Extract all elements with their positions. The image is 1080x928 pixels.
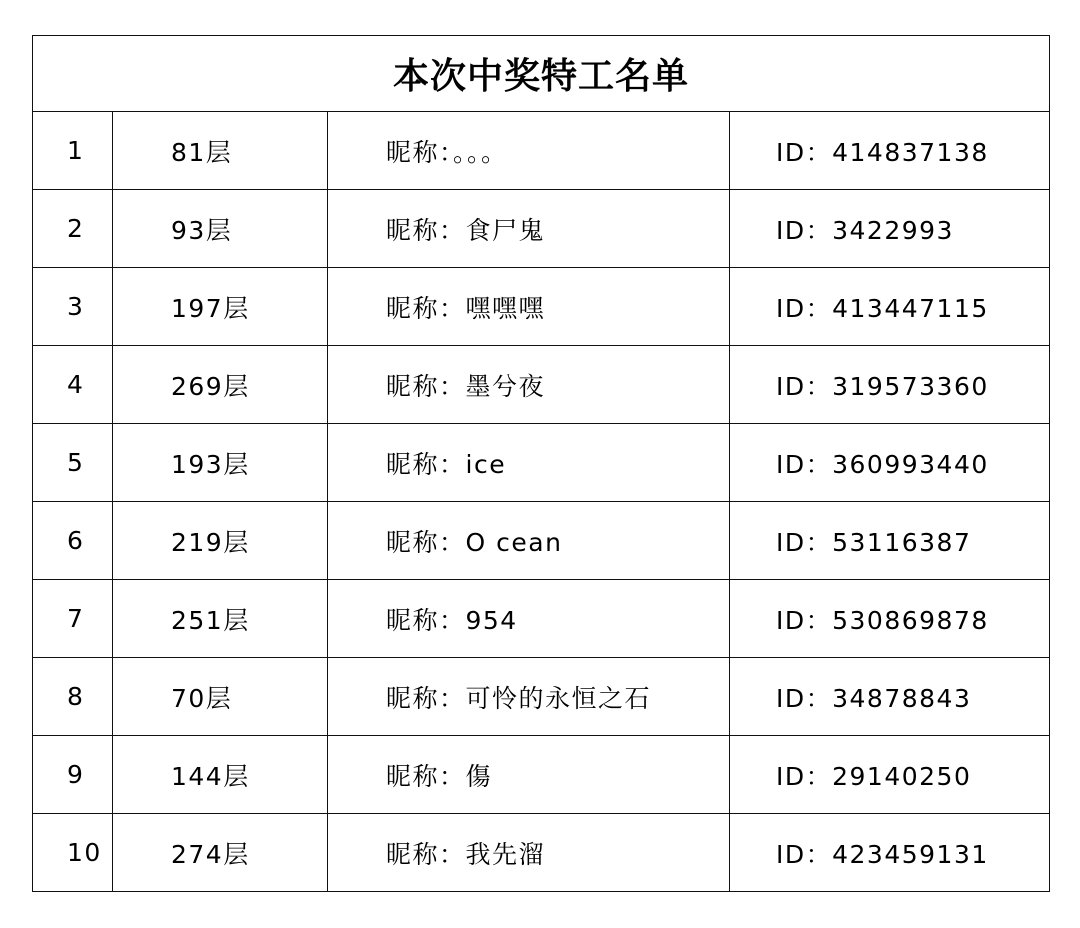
row-number: 2 <box>33 190 113 267</box>
row-floor: 219层 <box>113 502 328 579</box>
row-id: ID：29140250 <box>776 761 972 791</box>
row-floor: 93层 <box>113 190 328 267</box>
table-row <box>33 814 1049 891</box>
row-floor: 70层 <box>113 658 328 735</box>
row-nickname: 昵称：墨兮夜 <box>328 346 730 423</box>
row-id: ID：53116387 <box>776 527 972 557</box>
row-id: ID：423459131 <box>776 839 989 869</box>
row-nickname: 昵称：O cean <box>328 502 730 579</box>
row-id: ID：319573360 <box>776 371 989 401</box>
row-number: 3 <box>33 268 113 345</box>
row-nickname: 昵称：食尸鬼 <box>328 190 730 267</box>
table-row <box>33 268 1049 346</box>
table-row <box>33 190 1049 268</box>
winners-table <box>32 35 1050 892</box>
row-id: ID：413447115 <box>776 293 989 323</box>
row-floor: 144层 <box>113 736 328 813</box>
row-number: 10 <box>33 814 113 891</box>
table-title: 本次中奖特工名单 <box>392 56 689 97</box>
row-id: ID：530869878 <box>776 605 989 635</box>
row-number: 4 <box>33 346 113 423</box>
row-number: 6 <box>33 502 113 579</box>
row-id: ID：360993440 <box>776 449 989 479</box>
row-id: ID：3422993 <box>776 215 954 245</box>
row-nickname: 昵称：。。。 <box>328 112 730 189</box>
table-row <box>33 424 1049 502</box>
row-nickname: 昵称：嘿嘿嘿 <box>328 268 730 345</box>
row-floor: 81层 <box>113 112 328 189</box>
row-nickname: 昵称：我先溜 <box>328 814 730 891</box>
row-floor: 274层 <box>113 814 328 891</box>
row-nickname: 昵称：954 <box>328 580 730 657</box>
row-id: ID：414837138 <box>776 137 989 167</box>
table-row <box>33 658 1049 736</box>
row-floor: 193层 <box>113 424 328 501</box>
row-id: ID：34878843 <box>776 683 972 713</box>
row-floor: 197层 <box>113 268 328 345</box>
row-nickname: 昵称：傷 <box>328 736 730 813</box>
row-nickname: 昵称：可怜的永恒之石 <box>328 658 730 735</box>
row-number: 1 <box>33 112 113 189</box>
row-number: 5 <box>33 424 113 501</box>
row-number: 8 <box>33 658 113 735</box>
table-row <box>33 112 1049 190</box>
table-row <box>33 736 1049 814</box>
table-row <box>33 346 1049 424</box>
row-floor: 251层 <box>113 580 328 657</box>
row-number: 9 <box>33 736 113 813</box>
table-body <box>33 112 1049 891</box>
row-number: 7 <box>33 580 113 657</box>
table-row <box>33 502 1049 580</box>
row-nickname: 昵称：ice <box>328 424 730 501</box>
table-row <box>33 580 1049 658</box>
table-title-row <box>33 36 1049 112</box>
row-floor: 269层 <box>113 346 328 423</box>
